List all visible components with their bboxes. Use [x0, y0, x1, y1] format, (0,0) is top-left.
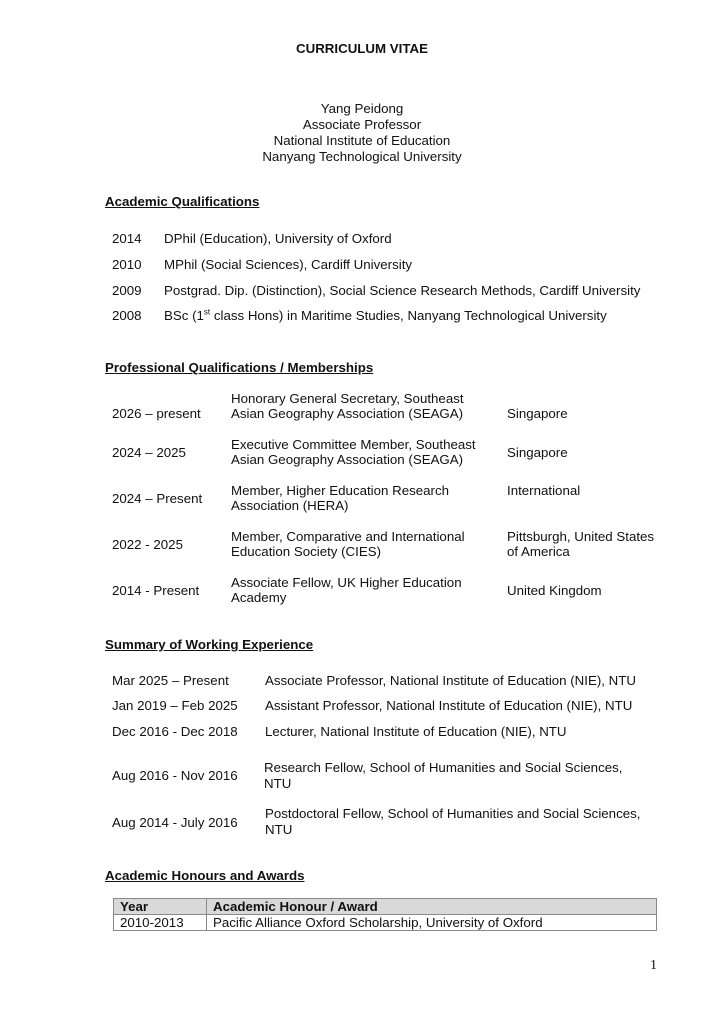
membership-desc	[231, 437, 476, 467]
section-heading-professional-qualifications: Professional Qualifications / Memberships	[105, 360, 374, 375]
qualification-year: 2014	[112, 231, 142, 246]
qualification-desc: Postgrad. Dip. (Distinction), Social Science Research Methods, Cardiff University	[164, 283, 641, 298]
section-heading-honours-awards: Academic Honours and Awards	[105, 868, 305, 883]
experience-desc: Associate Professor, National Institute of Education (NIE), NTU	[265, 673, 636, 688]
membership-desc-line: Asian Geography Association (SEAGA)	[231, 406, 464, 421]
membership-location: United Kingdom	[507, 583, 602, 598]
experience-period: Aug 2014 - July 2016	[112, 815, 238, 830]
column-header-award: Academic Honour / Award	[207, 899, 657, 915]
membership-desc-line: Asian Geography Association (SEAGA)	[231, 452, 464, 467]
experience-desc-line: Postdoctoral Fellow, School of Humanities and Social Sciences,	[265, 806, 641, 821]
membership-desc-line: Executive Committee Member, Southeast	[231, 437, 476, 452]
cv-institute: National Institute of Education	[273, 133, 451, 148]
award-name: Pacific Alliance Oxford Scholarship, University of Oxford	[207, 915, 657, 931]
membership-desc-line: Association (HERA)	[231, 498, 349, 513]
section-heading-working-experience: Summary of Working Experience	[105, 637, 314, 652]
membership-period: 2026 – present	[112, 406, 201, 421]
experience-desc	[264, 760, 622, 792]
table-row	[114, 915, 657, 931]
experience-desc-line: NTU	[265, 822, 293, 837]
membership-desc-line: Honorary General Secretary, Southeast	[231, 391, 464, 406]
document-title: CURRICULUM VITAE	[296, 41, 428, 56]
qualification-year: 2009	[112, 283, 142, 298]
qualification-desc	[164, 308, 607, 323]
section-heading-academic-qualifications: Academic Qualifications	[105, 194, 260, 209]
membership-desc	[231, 483, 449, 513]
ordinal-superscript: st	[203, 307, 211, 317]
experience-desc	[265, 806, 640, 838]
experience-period: Mar 2025 – Present	[112, 673, 229, 688]
membership-desc-line: Education Society (CIES)	[231, 544, 382, 559]
cv-university: Nanyang Technological University	[262, 149, 462, 164]
qualification-year: 2010	[112, 257, 142, 272]
experience-period: Jan 2019 – Feb 2025	[112, 698, 238, 713]
membership-desc-line: Member, Comparative and International	[231, 529, 465, 544]
membership-period: 2022 - 2025	[112, 537, 183, 552]
membership-location: Singapore	[507, 406, 568, 421]
experience-period: Dec 2016 - Dec 2018	[112, 724, 238, 739]
membership-desc	[231, 575, 462, 605]
membership-location: Singapore	[507, 445, 568, 460]
membership-location-line: of America	[507, 544, 570, 559]
qualification-desc-part: BSc (1	[164, 308, 204, 323]
membership-location	[507, 529, 654, 559]
membership-period: 2024 – 2025	[112, 445, 186, 460]
qualification-desc: DPhil (Education), University of Oxford	[164, 231, 392, 246]
membership-period: 2014 - Present	[112, 583, 200, 598]
qualification-desc: MPhil (Social Sciences), Cardiff University	[164, 257, 413, 272]
page-number: 1	[650, 958, 657, 973]
honours-table	[113, 898, 657, 931]
membership-desc-line: Academy	[231, 590, 287, 605]
table-header-row	[114, 899, 657, 915]
cv-name: Yang Peidong	[320, 101, 404, 116]
membership-desc-line: Member, Higher Education Research	[231, 483, 450, 498]
membership-location-line: Pittsburgh, United States	[507, 529, 655, 544]
column-header-year: Year	[114, 899, 207, 915]
qualification-year: 2008	[112, 308, 142, 323]
qualification-desc-part: class Hons) in Maritime Studies, Nanyang Technological University	[210, 308, 607, 323]
cv-position: Associate Professor	[302, 117, 422, 132]
award-year: 2010-2013	[114, 915, 207, 931]
membership-desc	[231, 391, 464, 421]
experience-period: Aug 2016 - Nov 2016	[112, 768, 238, 783]
experience-desc-line: NTU	[264, 776, 292, 791]
membership-location: International	[507, 483, 581, 498]
membership-desc-line: Associate Fellow, UK Higher Education	[231, 575, 462, 590]
experience-desc: Assistant Professor, National Institute of Education (NIE), NTU	[265, 698, 633, 713]
experience-desc: Lecturer, National Institute of Education (NIE), NTU	[265, 724, 567, 739]
membership-desc	[231, 529, 465, 559]
experience-desc-line: Research Fellow, School of Humanities and Social Sciences,	[264, 760, 623, 775]
membership-period: 2024 – Present	[112, 491, 203, 506]
